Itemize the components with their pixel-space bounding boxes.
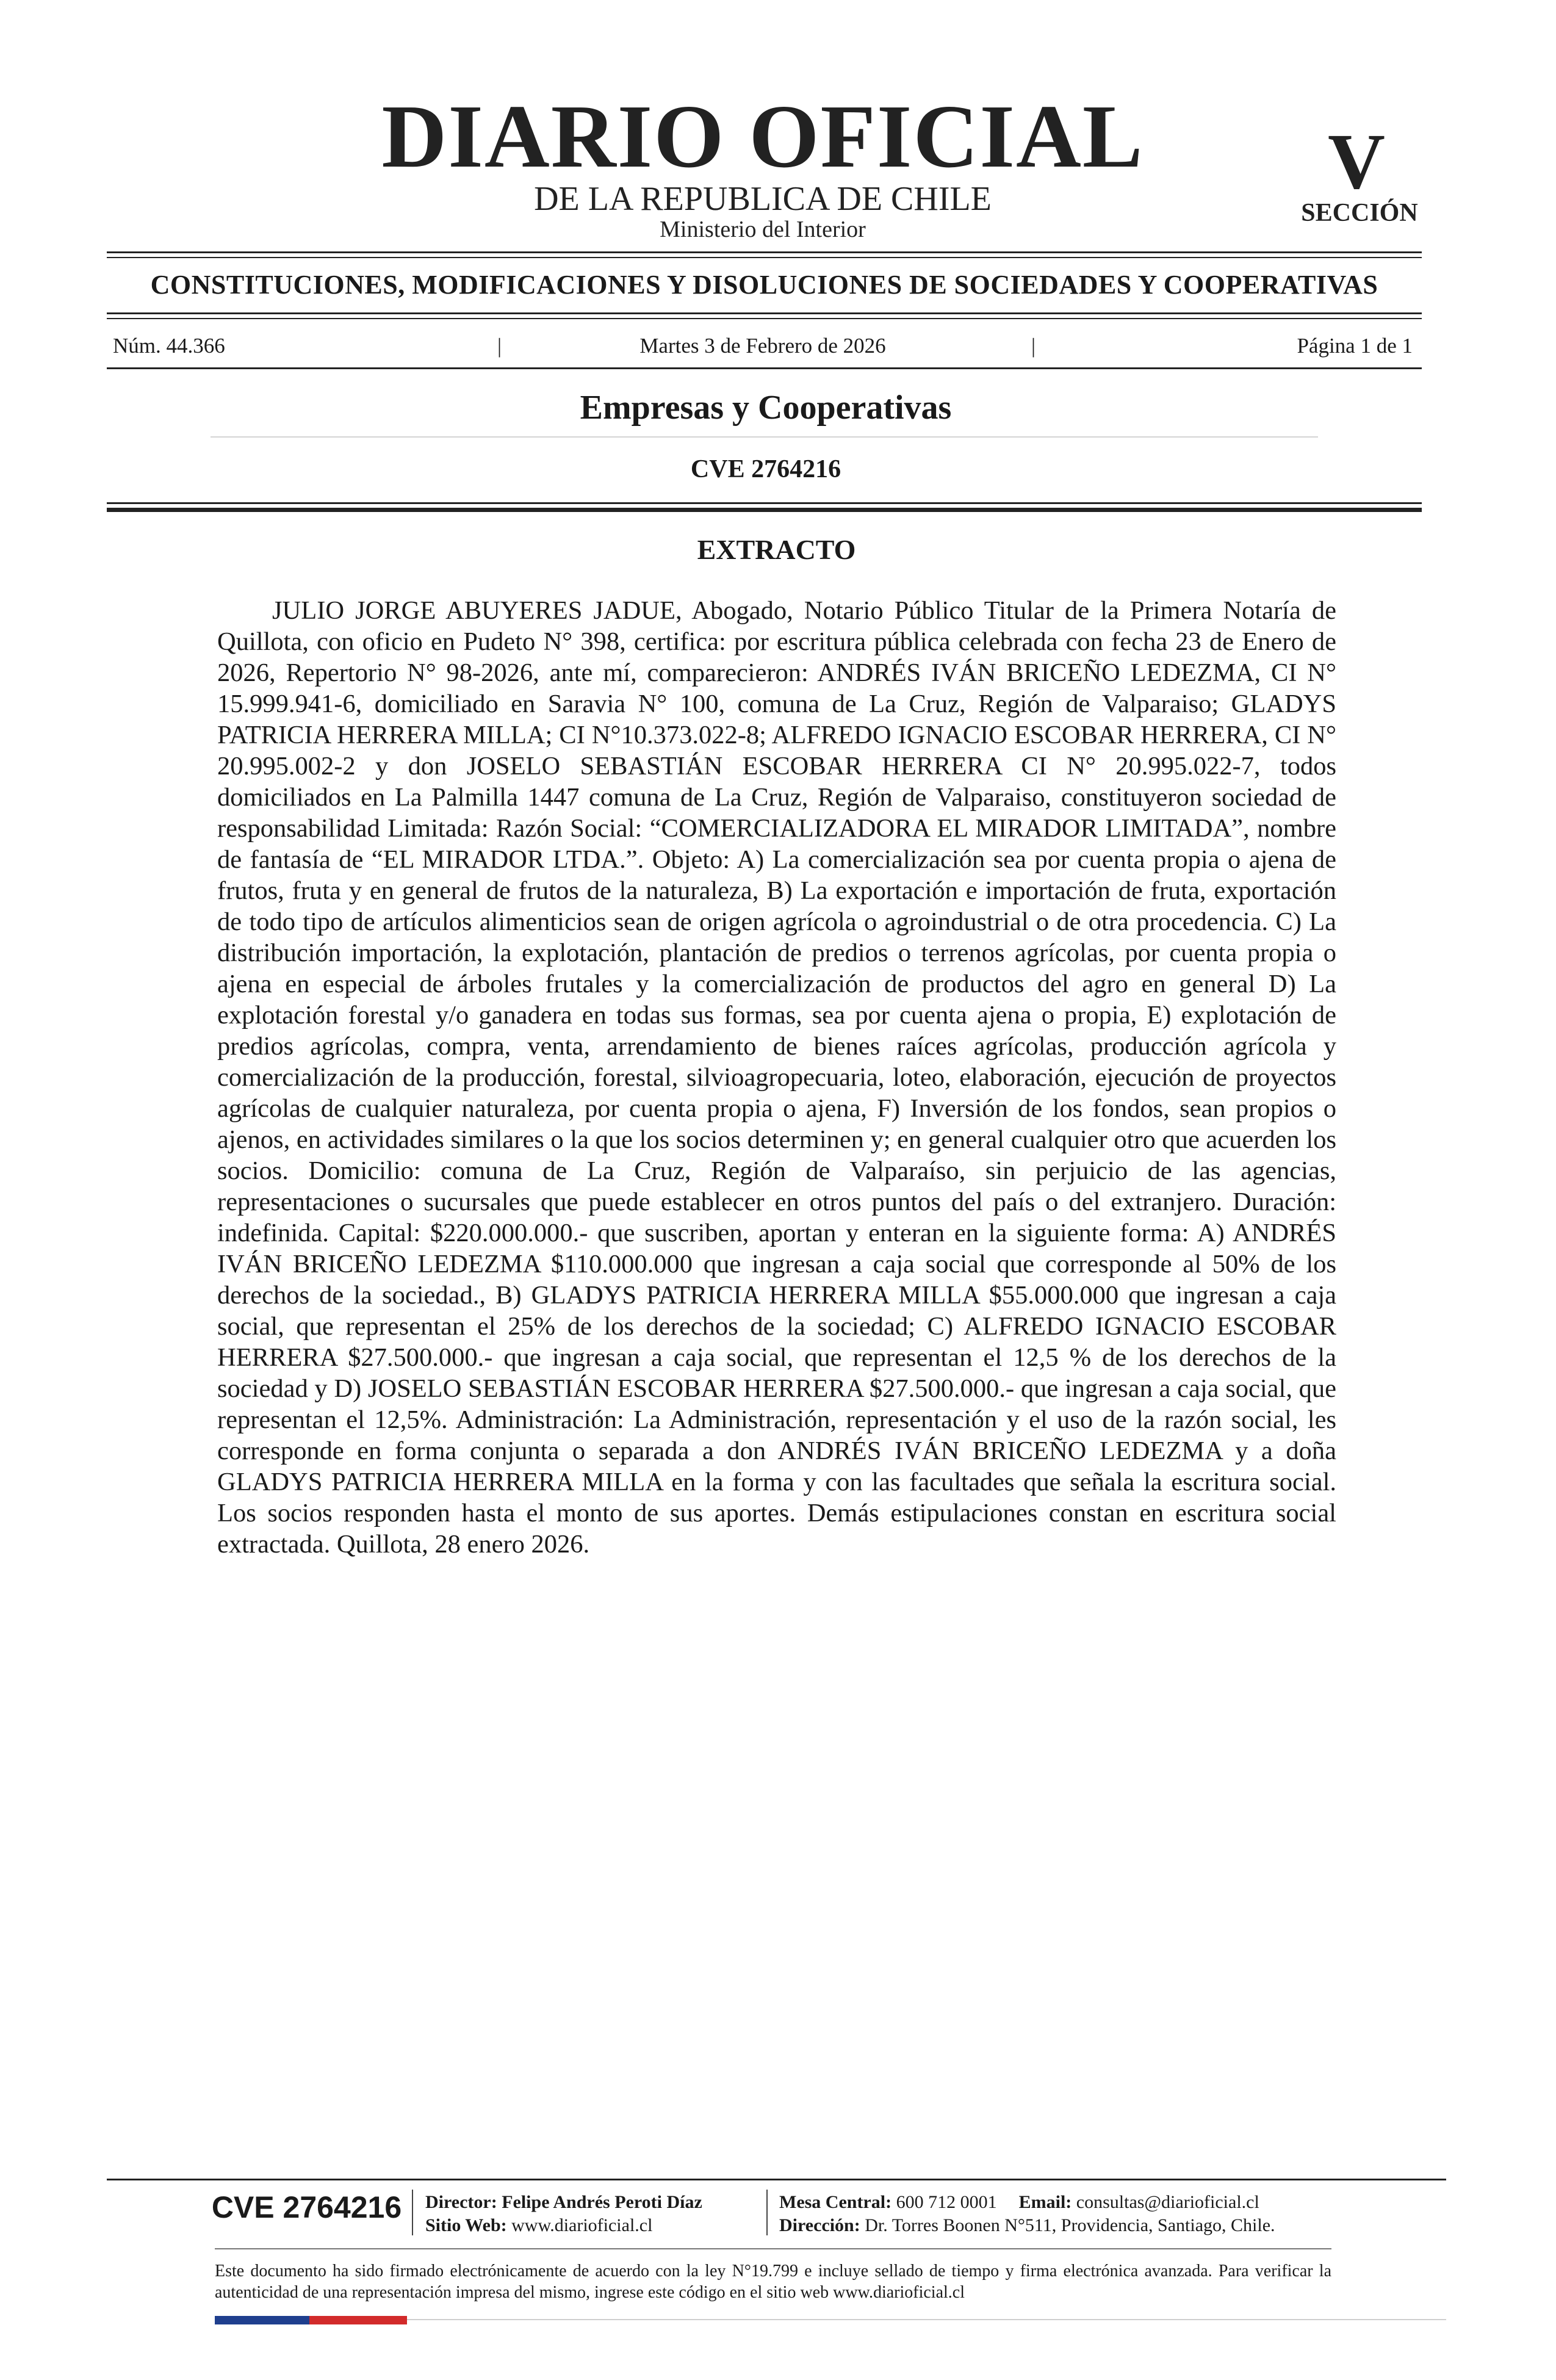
footer-director-block — [425, 2191, 767, 2237]
document-section-title: Empresas y Cooperativas — [580, 389, 952, 427]
masthead-rule — [107, 251, 1422, 253]
issue-number: Núm. 44.366 — [113, 334, 225, 358]
extract-title: EXTRACTO — [697, 534, 856, 565]
masthead-rule-second — [107, 257, 1422, 258]
issue-separator: | — [497, 334, 502, 358]
issue-separator: | — [1031, 334, 1036, 358]
email-label: Email: — [1018, 2192, 1072, 2212]
header-bottom-rule — [107, 502, 1422, 504]
issue-page: Página 1 de 1 — [1297, 334, 1413, 358]
flag-stripe-red — [309, 2316, 407, 2324]
flag-stripe-blue — [215, 2316, 309, 2324]
footer-bottom-rule — [407, 2319, 1446, 2320]
header-bottom-rule-second — [107, 508, 1422, 512]
issue-rule — [107, 367, 1422, 369]
section-divider — [211, 436, 1318, 438]
address-label: Dirección: — [779, 2215, 860, 2235]
masthead-subtitle: DE LA REPUBLICA DE CHILE — [534, 180, 992, 218]
footer-top-rule — [107, 2179, 1446, 2180]
footer-separator — [412, 2190, 413, 2235]
footer-contact-block — [779, 2191, 1341, 2237]
category-heading: CONSTITUCIONES, MODIFICACIONES Y DISOLUCIONES DE SOCIEDADES Y COOPERATIVAS — [150, 270, 1378, 300]
footer-legal-notice: Este documento ha sido firmado electrónicamente de acuerdo con la ley N°19.799 e incluye sellado de tiempo y firma electrónica avanzada. Para verificar la autenticidad de una representación impresa del mismo, ingrese este código en el sitio web www.diarioficial.cl — [215, 2262, 1331, 2302]
director-name: Felipe Andrés Peroti Díaz — [502, 2192, 702, 2212]
category-rule-second — [107, 318, 1422, 319]
masthead-title: DIARIO OFICIAL — [381, 87, 1144, 187]
extract-body: JULIO JORGE ABUYERES JADUE, Abogado, Notario Público Titular de la Primera Notaría de Quillota, con oficio en Pudeto N° 398, certifica: por escritura pública celebrada con fecha 23 de Enero de 2026, Repertorio N° 98-2026, ante mí, comparecieron: ANDRÉS IVÁN BRICEÑO LEDEZMA, CI N° 15.999.941-6, domiciliado en Saravia N° 100, comuna de La Cruz, Región de Valparaiso; GLADYS PATRICIA HERRERA MILLA; CI N°10.373.022-8; ALFREDO IGNACIO ESCOBAR HERRERA, CI N° 20.995.002-2 y don JOSELO SEBASTIÁN ESCOBAR HERRERA CI N° 20.995.022-7, todos domiciliados en La Palmilla 1447 comuna de La Cruz, Región de Valparaiso, constituyeron sociedad de responsabilidad Limitada: Razón Social: “COMERCIALIZADORA EL MIRADOR LIMITADA”, nombre de fantasía de “EL MIRADOR LTDA.”. Objeto: A) La comercialización sea por cuenta propia o ajena de frutos, fruta y en general de frutos de la naturaleza, B) La exportación e importación de fruta, exportación de todo tipo de artículos alimenticios sean de origen agrícola o agroindustrial o de otra procedencia. C) La distribución importación, la explotación, plantación de predios o terrenos agrícolas, por cuenta propia o ajena en especial de árboles frutales y la comercialización de productos del agro en general D) La explotación forestal y/o ganadera en todas sus formas, sea por cuenta ajena o propia, E) explotación de predios agrícolas, compra, venta, arrendamiento de bienes raíces agrícolas, producción agrícola y comercialización de la producción, forestal, silvioagropecuaria, loteo, elaboración, ejecución de proyectos agrícolas de cualquier naturaleza, por cuenta propia o ajena, F) Inversión de los fondos, sean propios o ajenos, en actividades similares o la que los socios determinen y; en general cualquier otro que acuerden los socios. Domicilio: comuna de La Cruz, Región de Valparaíso, sin perjuicio de las agencias, representaciones o sucursales que puede establecer en otros puntos del país o del extranjero. Duración: indefinida. Capital: $220.000.000.- que suscriben, aportan y enteran en la siguiente forma: A) ANDRÉS IVÁN BRICEÑO LEDEZMA $110.000.000 que ingresan a caja social que corresponde al 50% de los derechos de la sociedad., B) GLADYS PATRICIA HERRERA MILLA $55.000.000 que ingresan a caja social, que representan el 25% de los derechos de la sociedad; C) ALFREDO IGNACIO ESCOBAR HERRERA $27.500.000.- que ingresan a caja social, que representan el 12,5 % de los derechos de la sociedad y D) JOSELO SEBASTIÁN ESCOBAR HERRERA $27.500.000.- que ingresan a caja social, que representan el 12,5%. Administración: La Administración, representación y el uso de la razón social, les corresponde en forma conjunta o separada a don ANDRÉS IVÁN BRICEÑO LEDEZMA y a doña GLADYS PATRICIA HERRERA MILLA en la forma y con las facultades que señala la escritura social. Los socios responden hasta el monto de sus aportes. Demás estipulaciones constan en escritura social extractada. Quillota, 28 enero 2026. — [217, 596, 1336, 1559]
director-label: Director: — [425, 2192, 497, 2212]
address-value: Dr. Torres Boonen N°511, Providencia, Santiago, Chile. — [865, 2215, 1275, 2235]
footer-separator — [766, 2190, 768, 2235]
footer-cve: CVE 2764216 — [211, 2190, 402, 2224]
section-letter: V — [1328, 118, 1385, 206]
website-label: Sitio Web: — [425, 2215, 507, 2235]
email-link[interactable]: consultas@diarioficial.cl — [1076, 2192, 1259, 2212]
footer-legal-rule — [215, 2248, 1331, 2249]
issue-date: Martes 3 de Febrero de 2026 — [639, 334, 886, 358]
category-rule — [107, 312, 1422, 314]
document-cve: CVE 2764216 — [690, 455, 841, 483]
issue-info-row — [113, 333, 1413, 359]
masthead-ministry: Ministerio del Interior — [660, 217, 866, 242]
section-label: SECCIÓN — [1301, 199, 1418, 227]
mesa-label: Mesa Central: — [779, 2192, 892, 2212]
website-link[interactable]: www.diarioficial.cl — [511, 2215, 653, 2235]
mesa-phone: 600 712 0001 — [896, 2192, 997, 2212]
